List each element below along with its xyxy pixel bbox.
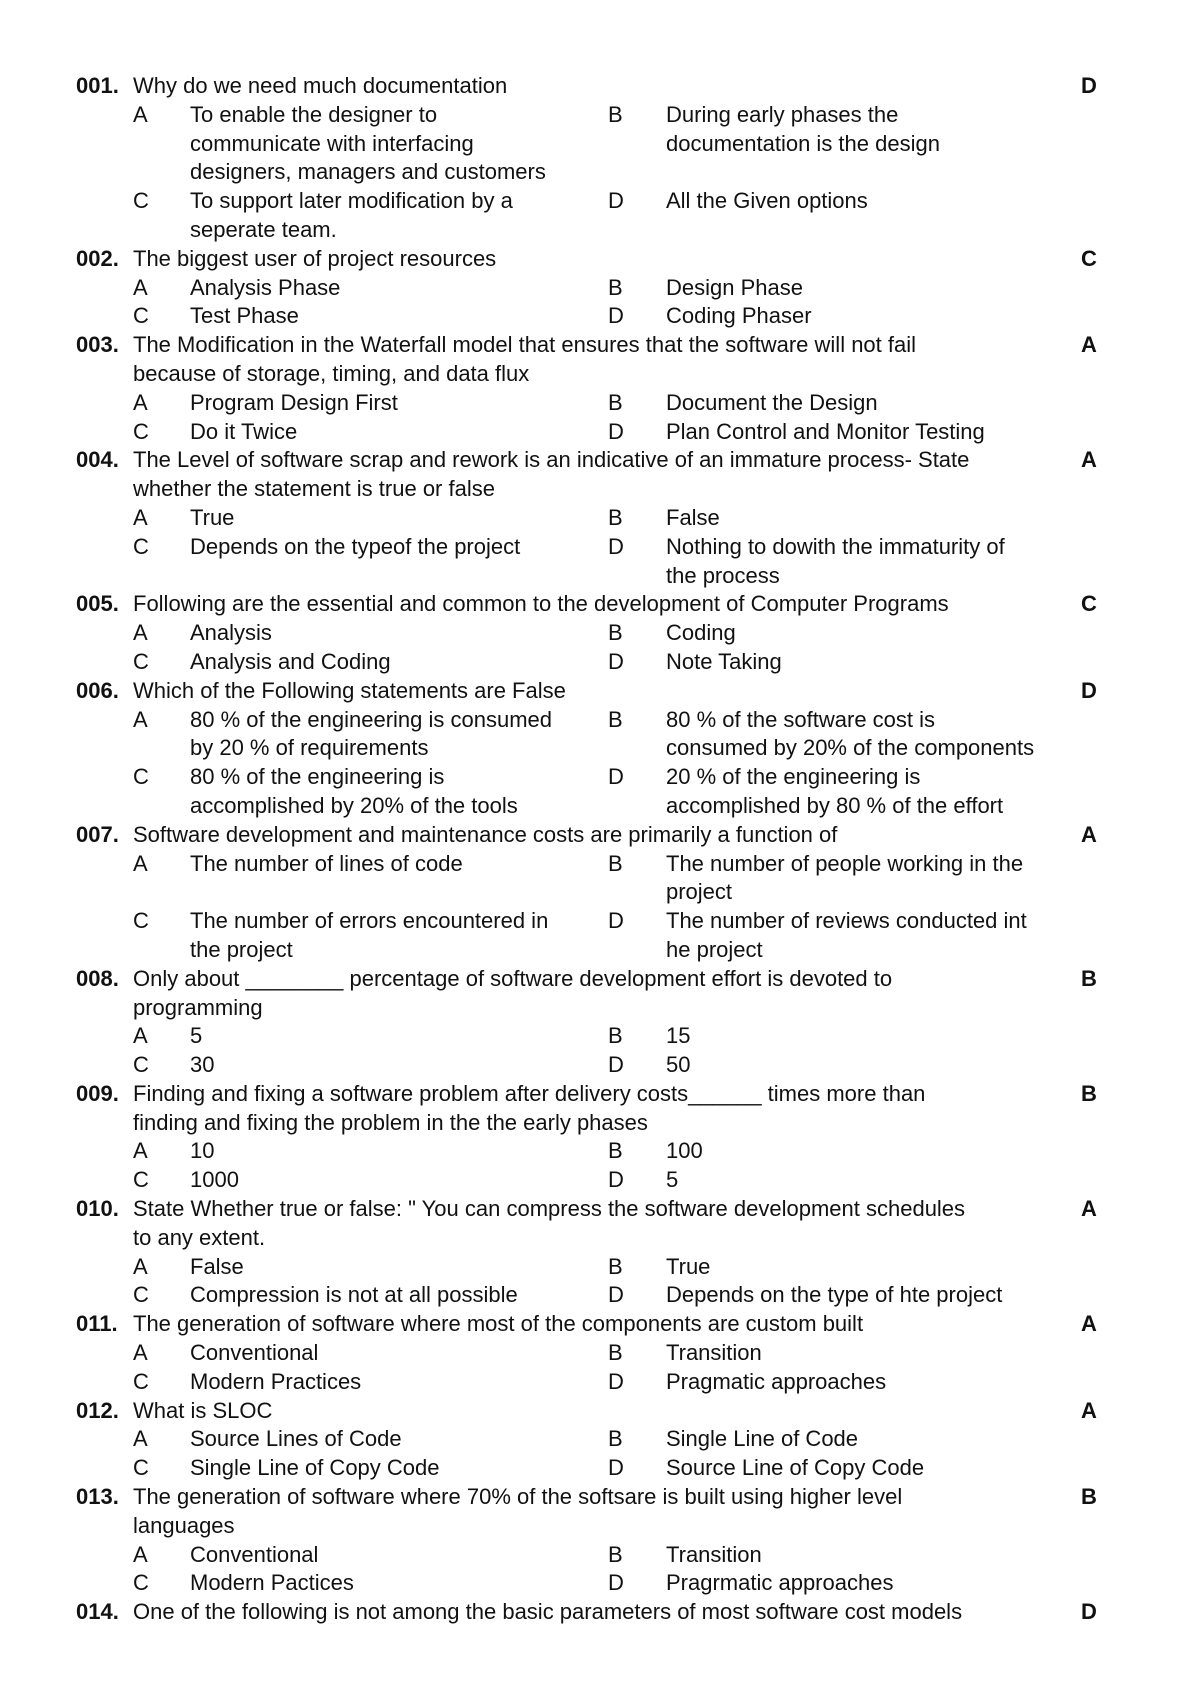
question-text: Finding and fixing a software problem after delivery costs______ times more than — [133, 1080, 926, 1106]
option-text-line: To support later modification by a — [190, 188, 513, 214]
question-block — [76, 331, 1126, 446]
question-block — [76, 72, 1126, 245]
question-text: The Modification in the Waterfall model that ensures that the software will not fail — [133, 332, 917, 358]
answer-key: D — [1081, 677, 1097, 703]
option-text-line: To enable the designer to — [190, 101, 438, 127]
answer-key: B — [1081, 965, 1097, 991]
question-number: 005. — [76, 591, 119, 617]
answer-key: A — [1081, 332, 1097, 358]
option-row — [76, 101, 1126, 187]
question-line — [76, 1512, 1126, 1541]
question-line — [76, 446, 1126, 475]
answer-key: D — [1081, 73, 1097, 98]
option-text-line: True — [190, 504, 235, 530]
answer-key: B — [1081, 1484, 1097, 1510]
option-text-line: Note Taking — [666, 648, 782, 674]
option-row — [76, 648, 1126, 677]
option-letter: A — [133, 274, 148, 300]
question-text: because of storage, timing, and data flux — [133, 360, 530, 386]
option-text-line: Plan Control and Monitor Testing — [666, 418, 985, 444]
question-number: 002. — [76, 245, 119, 271]
option-text-line: the project — [190, 936, 293, 962]
option-text-line: 5 — [190, 1023, 203, 1049]
option-text — [190, 302, 585, 331]
question-block — [76, 1397, 1126, 1483]
option-row — [76, 850, 1126, 908]
question-number: 001. — [76, 73, 119, 98]
option-letter: D — [608, 1167, 624, 1193]
option-row — [76, 187, 1126, 245]
question-number: 014. — [76, 1599, 119, 1625]
option-letter: B — [608, 706, 623, 732]
question-text: The generation of software where 70% of the softsare is built using higher level — [133, 1484, 903, 1510]
option-text-line: Single Line of Copy Code — [190, 1455, 440, 1481]
option-text-line: 20 % of the engineering is — [666, 764, 921, 790]
option-letter: A — [133, 850, 148, 876]
option-row — [76, 1569, 1126, 1598]
option-text-line: Test Phase — [190, 303, 299, 329]
question-number: 013. — [76, 1484, 119, 1510]
option-letter: A — [133, 620, 148, 646]
option-text-line: Source Line of Copy Code — [666, 1455, 925, 1481]
option-text — [666, 1253, 1096, 1282]
option-text — [666, 763, 1096, 821]
answer-key: C — [1081, 591, 1097, 617]
option-text-line: Do it Twice — [190, 418, 298, 444]
question-line — [76, 1224, 1126, 1253]
option-text — [666, 274, 1096, 303]
option-row — [76, 1339, 1126, 1368]
option-row — [76, 389, 1126, 418]
question-block — [76, 677, 1126, 821]
question-block — [76, 1195, 1126, 1310]
question-text: Only about ________ percentage of software development effort is devoted to — [133, 965, 893, 991]
option-text-line: Analysis — [190, 620, 272, 646]
option-text-line: Pragmatic approaches — [666, 1368, 887, 1394]
option-text — [190, 706, 585, 764]
option-letter: D — [608, 418, 624, 444]
option-letter: A — [133, 706, 148, 732]
question-text: to any extent. — [133, 1224, 266, 1250]
option-text-line: Conventional — [190, 1340, 319, 1366]
option-text — [190, 1368, 585, 1397]
option-text-line: Program Design First — [190, 389, 398, 415]
option-text — [666, 302, 1096, 331]
question-text: State Whether true or false: " You can compress the software development schedules — [133, 1196, 966, 1222]
option-text — [190, 648, 585, 677]
option-text — [666, 389, 1096, 418]
question-block — [76, 590, 1126, 676]
question-line — [76, 994, 1126, 1023]
option-text — [190, 1569, 585, 1598]
question-line — [76, 245, 1126, 274]
option-text-line: 80 % of the engineering is consumed — [190, 706, 553, 732]
option-text — [190, 418, 585, 447]
option-text-line: Coding Phaser — [666, 303, 812, 329]
answer-key: A — [1081, 821, 1097, 847]
answer-key: A — [1081, 1311, 1097, 1337]
option-text — [190, 619, 585, 648]
option-text-line: he project — [666, 936, 763, 962]
question-line — [76, 72, 1126, 101]
question-number: 012. — [76, 1397, 119, 1423]
option-text-line: 100 — [666, 1138, 703, 1164]
question-line — [76, 360, 1126, 389]
option-text — [666, 1051, 1096, 1080]
question-line — [76, 1109, 1126, 1138]
option-row — [76, 619, 1126, 648]
option-letter: D — [608, 648, 624, 674]
option-row — [76, 1022, 1126, 1051]
option-letter: B — [608, 1023, 623, 1049]
option-text — [190, 274, 585, 303]
question-block — [76, 1310, 1126, 1396]
option-text-line: The number of lines of code — [190, 850, 463, 876]
question-block — [76, 1598, 1126, 1627]
answer-key: A — [1081, 447, 1097, 473]
question-text: What is SLOC — [133, 1397, 273, 1423]
question-text: The generation of software where most of the components are custom built — [133, 1311, 864, 1337]
option-text-line: Coding — [666, 620, 736, 646]
option-text-line: During early phases the — [666, 101, 899, 127]
option-text — [666, 619, 1096, 648]
option-letter: A — [133, 1340, 148, 1366]
option-text — [190, 1454, 585, 1483]
option-letter: C — [133, 533, 149, 559]
option-letter: C — [133, 1052, 149, 1078]
option-row — [76, 907, 1126, 965]
option-letter: D — [608, 1368, 624, 1394]
question-line — [76, 475, 1126, 504]
option-row — [76, 302, 1126, 331]
option-text-line: 5 — [666, 1167, 679, 1193]
option-text-line: accomplished by 80 % of the effort — [666, 792, 1004, 818]
option-letter: B — [608, 850, 623, 876]
question-line — [76, 1195, 1126, 1224]
option-text-line: Analysis Phase — [190, 274, 341, 300]
question-text: whether the statement is true or false — [133, 476, 495, 502]
option-text — [666, 1022, 1096, 1051]
option-text — [190, 1425, 585, 1454]
answer-key: A — [1081, 1397, 1097, 1423]
quiz-list — [76, 72, 1126, 1627]
option-letter: B — [608, 1340, 623, 1366]
option-text — [190, 1281, 585, 1310]
option-row — [76, 1137, 1126, 1166]
option-text-line: False — [666, 504, 720, 530]
option-text-line: The number of errors encountered in — [190, 908, 549, 934]
option-text-line: consumed by 20% of the components — [666, 735, 1035, 761]
option-text-line: Nothing to dowith the immaturity of — [666, 533, 1005, 559]
option-text-line: 10 — [190, 1138, 215, 1164]
option-text — [190, 1022, 585, 1051]
option-letter: C — [133, 764, 149, 790]
option-text — [190, 101, 585, 187]
option-letter: D — [608, 1282, 624, 1308]
option-row — [76, 1368, 1126, 1397]
question-text: programming — [133, 994, 263, 1020]
option-letter: B — [608, 1541, 623, 1567]
option-text — [666, 1454, 1096, 1483]
question-line — [76, 1397, 1126, 1426]
option-letter: C — [133, 1570, 149, 1596]
option-letter: C — [133, 303, 149, 329]
option-text-line: Compression is not at all possible — [190, 1282, 518, 1308]
option-text — [666, 187, 1096, 216]
option-text — [666, 1339, 1096, 1368]
option-letter: D — [608, 303, 624, 329]
question-block — [76, 965, 1126, 1080]
question-line — [76, 821, 1126, 850]
option-letter: A — [133, 1426, 148, 1452]
answer-key: B — [1081, 1080, 1097, 1106]
question-text: finding and fixing the problem in the the early phases — [133, 1109, 648, 1135]
option-text — [190, 389, 585, 418]
option-text-line: The number of reviews conducted int — [666, 908, 1027, 934]
option-row — [76, 418, 1126, 447]
option-row — [76, 1051, 1126, 1080]
option-text-line: Single Line of Code — [666, 1426, 859, 1452]
option-text-line: documentation is the design — [666, 130, 940, 156]
option-text-line: 1000 — [190, 1167, 239, 1193]
option-row — [76, 274, 1126, 303]
option-text — [666, 706, 1096, 764]
option-letter: D — [608, 188, 624, 214]
question-text: The Level of software scrap and rework is an indicative of an immature process- State — [133, 447, 970, 473]
option-letter: D — [608, 908, 624, 934]
option-letter: B — [608, 1426, 623, 1452]
option-letter: A — [133, 1253, 148, 1279]
option-text — [666, 907, 1096, 965]
option-text — [666, 1541, 1096, 1570]
option-text — [190, 907, 585, 965]
option-letter: C — [133, 648, 149, 674]
question-block — [76, 446, 1126, 590]
option-row — [76, 763, 1126, 821]
option-text — [666, 1137, 1096, 1166]
option-text-line: seperate team. — [190, 216, 337, 242]
option-text-line: Design Phase — [666, 274, 803, 300]
question-line — [76, 1080, 1126, 1109]
option-text-line: 15 — [666, 1023, 691, 1049]
option-letter: C — [133, 1282, 149, 1308]
question-text: Software development and maintenance costs are primarily a function of — [133, 821, 838, 847]
option-text-line: Conventional — [190, 1541, 319, 1567]
option-text — [190, 187, 585, 245]
option-letter: A — [133, 1541, 148, 1567]
answer-key: C — [1081, 245, 1097, 271]
option-text-line: Transition — [666, 1340, 762, 1366]
option-letter: D — [608, 1455, 624, 1481]
question-text: languages — [133, 1512, 235, 1538]
option-text-line: the process — [666, 562, 780, 588]
option-text-line: False — [190, 1253, 244, 1279]
option-letter: D — [608, 1052, 624, 1078]
option-letter: B — [608, 1138, 623, 1164]
option-text — [190, 504, 585, 533]
option-letter: B — [608, 1253, 623, 1279]
option-row — [76, 533, 1126, 591]
option-text — [190, 1253, 585, 1282]
option-text — [666, 1425, 1096, 1454]
question-number: 004. — [76, 447, 119, 473]
option-row — [76, 504, 1126, 533]
option-text — [190, 1137, 585, 1166]
option-text-line: Modern Pactices — [190, 1570, 354, 1596]
option-text-line: 30 — [190, 1052, 215, 1078]
question-text: One of the following is not among the basic parameters of most software cost models — [133, 1599, 963, 1625]
option-text-line: communicate with interfacing — [190, 130, 474, 156]
question-text: Following are the essential and common to the development of Computer Programs — [133, 591, 949, 617]
question-line — [76, 1598, 1126, 1627]
option-text-line: 50 — [666, 1052, 691, 1078]
option-text — [190, 533, 585, 562]
option-letter: B — [608, 620, 623, 646]
option-text — [190, 1166, 585, 1195]
option-letter: A — [133, 1138, 148, 1164]
question-line — [76, 1483, 1126, 1512]
option-letter: A — [133, 389, 148, 415]
option-text — [666, 418, 1096, 447]
option-text-line: Source Lines of Code — [190, 1426, 402, 1452]
question-text: The biggest user of project resources — [133, 245, 497, 271]
option-letter: C — [133, 1455, 149, 1481]
question-line — [76, 331, 1126, 360]
option-text — [190, 850, 585, 879]
option-letter: A — [133, 101, 148, 127]
option-row — [76, 1166, 1126, 1195]
question-line — [76, 1310, 1126, 1339]
answer-key: D — [1081, 1599, 1097, 1625]
question-number: 010. — [76, 1196, 119, 1222]
question-block — [76, 1080, 1126, 1195]
option-text — [666, 533, 1096, 591]
question-block — [76, 1483, 1126, 1598]
question-number: 003. — [76, 332, 119, 358]
option-text-line: Depends on the type of hte project — [666, 1282, 1003, 1308]
option-text-line: Transition — [666, 1541, 762, 1567]
option-text-line: Pragrmatic approaches — [666, 1570, 894, 1596]
question-block — [76, 821, 1126, 965]
option-text — [666, 1166, 1096, 1195]
option-text — [190, 1541, 585, 1570]
option-letter: C — [133, 908, 149, 934]
option-text-line: by 20 % of requirements — [190, 735, 429, 761]
option-letter: C — [133, 418, 149, 444]
question-line — [76, 677, 1126, 706]
question-text: Which of the Following statements are False — [133, 677, 566, 703]
option-row — [76, 1253, 1126, 1282]
option-row — [76, 1454, 1126, 1483]
question-number: 006. — [76, 677, 119, 703]
option-row — [76, 706, 1126, 764]
option-row — [76, 1281, 1126, 1310]
option-letter: A — [133, 504, 148, 530]
option-letter: D — [608, 1570, 624, 1596]
option-letter: D — [608, 764, 624, 790]
question-number: 007. — [76, 821, 119, 847]
option-text-line: designers, managers and customers — [190, 159, 546, 185]
option-text-line: Document the Design — [666, 389, 878, 415]
option-text — [190, 1051, 585, 1080]
option-text-line: project — [666, 879, 733, 905]
question-text: Why do we need much documentation — [133, 73, 508, 98]
option-letter: B — [608, 101, 623, 127]
option-letter: A — [133, 1023, 148, 1049]
answer-key: A — [1081, 1196, 1097, 1222]
option-text-line: Depends on the typeof the project — [190, 533, 521, 559]
option-text — [666, 850, 1096, 908]
option-text-line: Modern Practices — [190, 1368, 362, 1394]
option-text — [666, 504, 1096, 533]
option-text — [190, 763, 585, 821]
question-number: 008. — [76, 965, 119, 991]
option-text — [190, 1339, 585, 1368]
option-letter: B — [608, 504, 623, 530]
option-letter: C — [133, 188, 149, 214]
option-text-line: accomplished by 20% of the tools — [190, 792, 518, 818]
option-text — [666, 1368, 1096, 1397]
option-text-line: 80 % of the engineering is — [190, 764, 445, 790]
option-text — [666, 1569, 1096, 1598]
option-letter: D — [608, 533, 624, 559]
option-text-line: True — [666, 1253, 711, 1279]
option-letter: B — [608, 389, 623, 415]
option-text-line: 80 % of the software cost is — [666, 706, 936, 732]
question-block — [76, 245, 1126, 331]
option-row — [76, 1425, 1126, 1454]
question-line — [76, 590, 1126, 619]
question-line — [76, 965, 1126, 994]
option-text-line: All the Given options — [666, 188, 868, 214]
option-text-line: The number of people working in the — [666, 850, 1024, 876]
option-text-line: Analysis and Coding — [190, 648, 391, 674]
option-row — [76, 1541, 1126, 1570]
option-letter: B — [608, 274, 623, 300]
option-letter: C — [133, 1167, 149, 1193]
option-text — [666, 648, 1096, 677]
option-letter: C — [133, 1368, 149, 1394]
option-text — [666, 1281, 1096, 1310]
question-number: 011. — [76, 1311, 118, 1337]
option-text — [666, 101, 1096, 159]
question-number: 009. — [76, 1080, 119, 1106]
